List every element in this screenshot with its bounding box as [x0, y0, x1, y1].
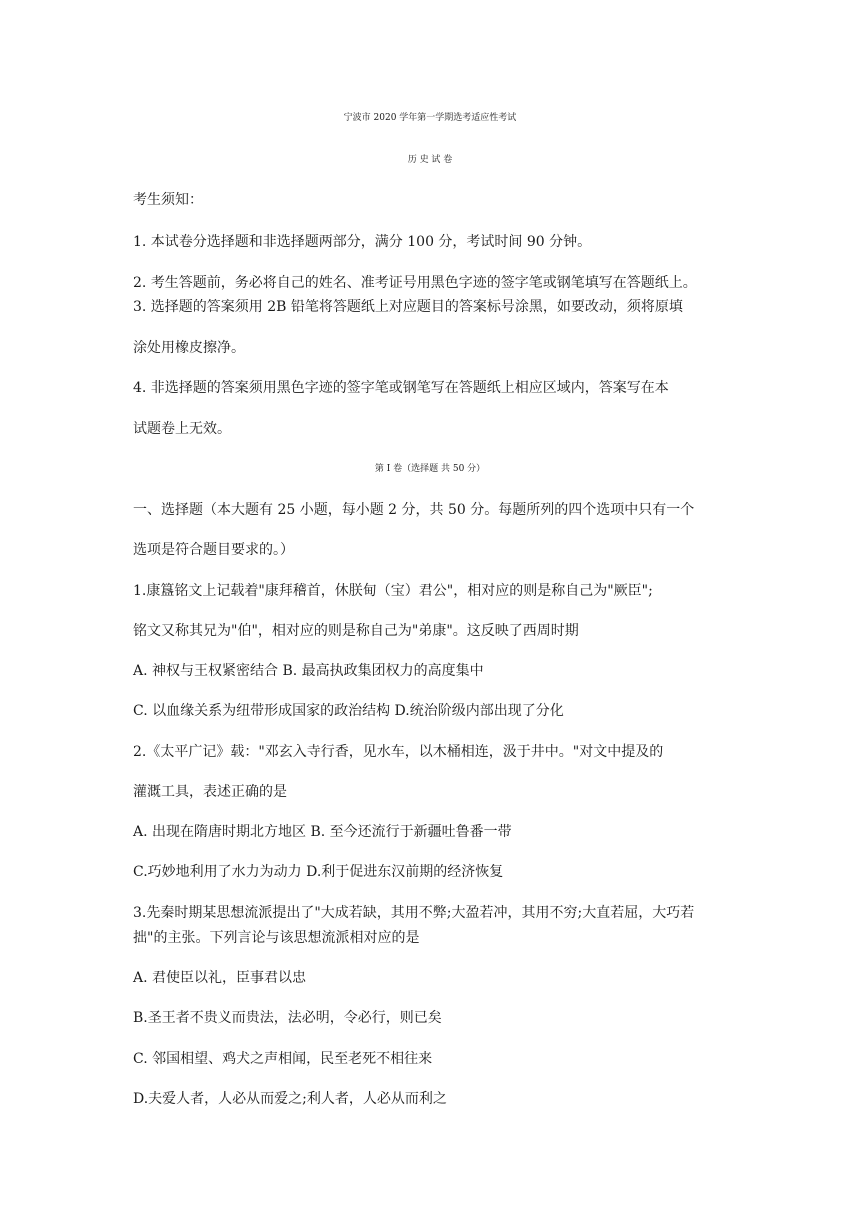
exam-subtitle: 历 史 试 卷: [407, 155, 453, 165]
section-instruction: 选项是符合题目要求的。）: [133, 542, 294, 558]
question-stem: 灌溉工具，表述正确的是: [133, 784, 287, 800]
question-option: D.夫爱人者，人必从而爱之;利人者，人必从而利之: [133, 1091, 447, 1107]
question-stem: 3.先秦时期某思想流派提出了"大成若缺，其用不弊;大盈若冲，其用不穷;大直若屈，大巧若: [133, 905, 695, 921]
question-stem: 拙"的主张。下列言论与该思想流派相对应的是: [133, 930, 420, 946]
exam-title: 宁波市 2020 学年第一学期选考适应性考试: [343, 113, 517, 123]
notice-item: 1. 本试卷分选择题和非选择题两部分，满分 100 分，考试时间 90 分钟。: [133, 234, 592, 250]
question-stem: 1.康簋铭文上记载着"康拜稽首，休朕甸（宝）君公"，相对应的则是称自己为"厥臣";: [133, 583, 653, 599]
notice-item: 2. 考生答题前，务必将自己的姓名、准考证号用黑色字迹的签字笔或钢笔填写在答题纸上。: [133, 275, 697, 291]
notice-item: 4. 非选择题的答案须用黑色字迹的签字笔或钢笔写在答题纸上相应区域内，答案写在本: [133, 380, 669, 396]
notice-item: 涂处用橡皮擦净。: [133, 340, 245, 356]
question-option: C. 邻国相望、鸡犬之声相闻，民至老死不相往来: [133, 1051, 433, 1067]
question-options: A. 神权与王权紧密结合 B. 最高执政集团权力的高度集中: [133, 663, 484, 679]
notice-item: 试题卷上无效。: [133, 421, 231, 437]
question-option: A. 君使臣以礼，臣事君以忠: [133, 970, 307, 986]
question-options: A. 出现在隋唐时期北方地区 B. 至今还流行于新疆吐鲁番一带: [133, 824, 512, 840]
notice-item: 3. 选择题的答案须用 2B 铅笔将答题纸上对应题目的答案标号涂黑，如要改动，须将原填: [133, 299, 683, 315]
question-options: C.巧妙地利用了水力为动力 D.利于促进东汉前期的经济恢复: [133, 864, 504, 880]
section-instruction: 一、选择题（本大题有 25 小题，每小题 2 分，共 50 分。每题所列的四个选项中只有一个: [133, 502, 695, 518]
question-option: B.圣王者不贵义而贵法，法必明，令必行，则已矣: [133, 1010, 442, 1026]
question-stem: 铭文又称其兄为"伯"，相对应的则是称自己为"弟康"。这反映了西周时期: [133, 623, 579, 639]
question-options: C. 以血缘关系为纽带形成国家的政治结构 D.统治阶级内部出现了分化: [133, 703, 564, 719]
section-title: 第 I 卷（选择题 共 50 分）: [374, 464, 486, 474]
question-stem: 2.《太平广记》载："邓玄入寺行香，见水车，以木桶相连，汲于井中。"对文中提及的: [133, 744, 664, 760]
notice-heading: 考生须知：: [133, 192, 203, 208]
